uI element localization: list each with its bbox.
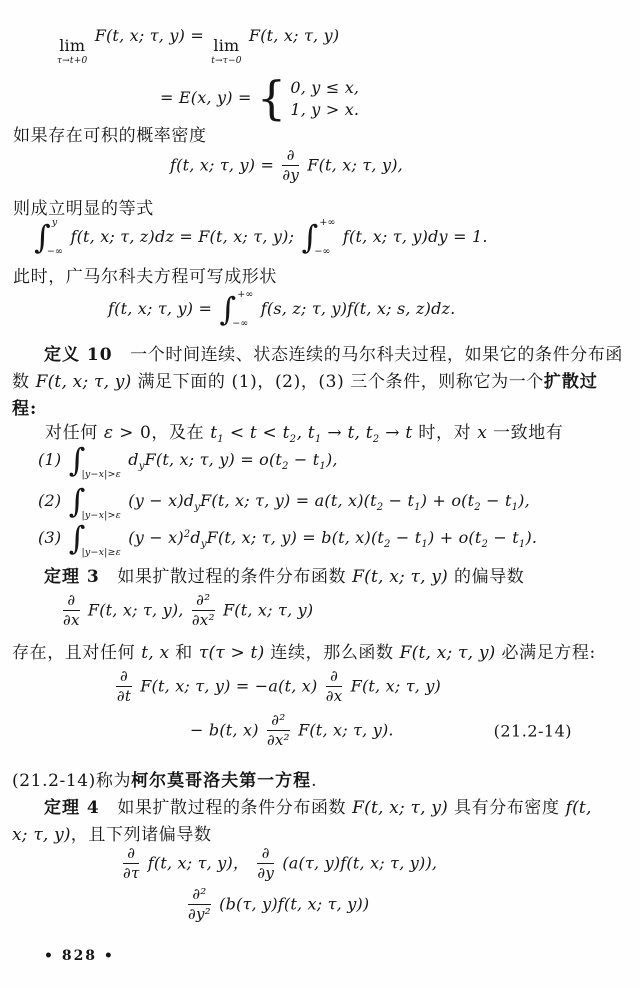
text-run: f(t, x; τ, y)， (142, 853, 255, 873)
formula-line (0, 290, 640, 328)
integral-limits (232, 289, 254, 329)
numerator: ∂² (192, 592, 215, 611)
text-line (0, 562, 640, 587)
math-inline: → t, t (321, 423, 373, 443)
text-run: F(t, x; τ, y) = o(t (144, 450, 283, 469)
text-line (0, 194, 640, 219)
text-line (0, 394, 640, 419)
text-run: ，且下列诸偏导数 (70, 825, 212, 845)
bold-text: 定义 10 (44, 345, 113, 365)
integral (301, 218, 335, 256)
text-run: (b(τ, y)f(t, x; τ, y)) (213, 894, 370, 914)
formula-line (0, 519, 640, 557)
text-run: 和 (169, 643, 199, 663)
numerator: ∂ (282, 147, 299, 166)
text-run: F(t, x; τ, y), (302, 155, 403, 175)
formula-line (0, 26, 640, 66)
formula-line (0, 441, 640, 479)
subscript: y (138, 461, 145, 472)
text-run: (y − x)d (122, 491, 195, 510)
case-row: 1, y > x. (290, 100, 360, 119)
math-inline: F(t, x; τ, y) (352, 567, 448, 587)
text-run: 满足下面的 (1)，(2)，(3) 三个条件，则称它为一个 (131, 372, 544, 392)
limit-word: lim (59, 36, 86, 55)
bold-text: 定理 4 (44, 798, 100, 818)
superscript: 2 (183, 529, 191, 540)
cases-group (256, 70, 360, 125)
numerator: ∂ (63, 592, 80, 611)
limit-under: τ→t+0 (57, 56, 88, 66)
math-inline: ε (103, 423, 114, 443)
formula-line (0, 668, 640, 706)
formula-line (0, 147, 640, 185)
text-run: f(t, x; τ, y)dy = 1. (337, 227, 488, 246)
denominator: ∂τ (123, 864, 140, 883)
equation-number: (21.2-14) (493, 721, 572, 741)
integral-limits (46, 217, 64, 257)
subscript: 2 (376, 502, 384, 513)
limit (57, 38, 87, 66)
text-run: ) + o(t (427, 528, 482, 547)
text-line (0, 262, 640, 287)
text-line (0, 793, 640, 818)
text-run: d (122, 450, 139, 469)
text-run: f(s, z; τ, y)f(t, x; s, z)dz. (255, 299, 456, 318)
denominator: ∂y² (188, 905, 211, 924)
subscript: 2 (282, 461, 289, 472)
fraction (116, 668, 132, 706)
text-line (0, 367, 640, 392)
text-run: 存在，且对任何 (12, 643, 142, 663)
bold-text: 定理 3 (44, 567, 100, 587)
text-run: F(t, x; τ, y). (292, 720, 394, 740)
text-run: − t (480, 491, 512, 510)
subscript: 2 (289, 434, 297, 445)
lower-limit: |y−x|≥ε (81, 546, 121, 558)
integral-sign: ∫ (68, 519, 86, 557)
text-run: 时，对 (412, 423, 478, 443)
text-run: (a(τ, y)f(t, x; τ, y)), (277, 853, 438, 873)
lower-limit: |y−x|>ε (81, 468, 121, 480)
text-line (0, 121, 640, 146)
text-line (0, 638, 640, 663)
math-inline: → t (379, 423, 413, 443)
integral (69, 441, 121, 479)
integral-limits (81, 482, 121, 521)
math-inline: t, x (141, 643, 170, 663)
text-run: 对任何 (45, 423, 104, 443)
text-run: 一致地有 (487, 423, 564, 443)
lower-limit: |y−x|>ε (81, 509, 121, 521)
text-run: F(t, x; τ, y) (217, 600, 314, 620)
lower-limit: −∞ (232, 317, 249, 329)
integral (69, 519, 121, 557)
text-run: 如果扩散过程的条件分布函数 (99, 798, 353, 818)
subscript: 2 (372, 434, 380, 445)
text-run: 一个时间连续、状态连续的马尔科夫过程，如果它的条件分布函 (112, 345, 623, 365)
formula-line (0, 845, 640, 883)
text-run: 具有分布密度 (448, 798, 566, 818)
integral-sign: ∫ (219, 290, 237, 328)
integral-limits (81, 519, 121, 558)
integral (34, 218, 63, 256)
text-line (0, 820, 640, 845)
math-inline: τ(τ > t) (198, 643, 265, 663)
text-run: ), (325, 450, 338, 469)
text-run: F(t, x; τ, y) = b(t, x)(t (206, 528, 385, 547)
math-inline: < t < t (224, 423, 290, 443)
brace-icon: { (256, 70, 287, 125)
subscript: 1 (217, 434, 225, 445)
text-run: 必满足方程: (495, 643, 596, 663)
subscript: 2 (474, 502, 481, 513)
formula-line (0, 482, 640, 520)
text-run: F(t, x; τ, y) = a(t, x)(t (200, 491, 377, 510)
fraction (192, 592, 215, 630)
text-run: F(t, x; τ, y) (345, 676, 441, 696)
bold-text: 柯尔莫哥洛夫第一方程 (131, 771, 312, 791)
integral-sign: ∫ (68, 482, 86, 520)
text-run: 如果扩散过程的条件分布函数 (99, 567, 353, 587)
text-run: F(t, x; τ, y) = (89, 26, 210, 45)
integral-limits (314, 217, 336, 257)
formula-line (0, 70, 640, 125)
text-run: ), (518, 491, 530, 510)
text-run: ) + o(t (420, 491, 475, 510)
fraction (123, 845, 139, 883)
text-run: 如果存在可积的概率密度 (13, 126, 207, 146)
denominator: ∂x (63, 611, 80, 630)
text-run: − t (383, 491, 415, 510)
denominator: ∂t (116, 687, 132, 706)
subscript: 1 (314, 434, 322, 445)
text-run: 的偏导数 (448, 567, 525, 587)
fraction (188, 886, 211, 924)
math-inline: , t (296, 423, 315, 443)
fraction (326, 668, 343, 706)
formula-line (0, 712, 640, 750)
fraction (267, 712, 290, 750)
text-run: − t (488, 528, 519, 547)
text-run: 数 (12, 372, 36, 392)
text-run: ). (525, 528, 538, 547)
text-run: . (311, 771, 318, 791)
text-run: (21.2-14)称为 (12, 771, 132, 791)
denominator: ∂x² (191, 611, 215, 630)
fraction (282, 147, 299, 185)
text-run: d (190, 528, 201, 547)
formula-line (0, 218, 640, 256)
math-inline: F(t, x; τ, y) (352, 798, 448, 818)
lower-limit: −∞ (46, 245, 64, 257)
numerator: ∂² (188, 886, 211, 905)
text-run: − t (390, 528, 422, 547)
subscript: 1 (511, 502, 519, 513)
subscript: 1 (414, 502, 421, 513)
text-run: f(t, x; τ, y) = (108, 299, 218, 318)
subscript: 2 (481, 539, 489, 550)
integral (219, 290, 253, 328)
subscript: 1 (518, 539, 526, 550)
text-run: F(t, x; τ, y) (243, 26, 340, 45)
text-run: − t (288, 450, 320, 469)
cases-rows (290, 78, 359, 119)
text-run: (3) (38, 528, 67, 547)
upper-limit: +∞ (319, 217, 336, 228)
lower-limit: −∞ (314, 245, 331, 257)
text-run: (y − x) (122, 528, 184, 547)
subscript: y (194, 502, 201, 513)
math-inline: F(t, x; τ, y) (35, 372, 132, 392)
text-run: F(t, x; τ, y) = −a(t, x) (134, 676, 323, 696)
upper-limit: y (51, 217, 58, 228)
text-run: (2) (38, 491, 67, 510)
text-run: = E(x, y) = (160, 88, 257, 107)
text-line (0, 766, 640, 791)
limit-under: t→τ−0 (211, 56, 242, 66)
denominator: ∂y (257, 864, 275, 883)
text-run: F(t, x; τ, y), (82, 600, 189, 620)
integral (69, 482, 121, 520)
math-inline: f(t, (565, 798, 592, 818)
subscript: 1 (421, 539, 428, 550)
denominator: ∂x² (266, 731, 290, 750)
math-inline: t (210, 423, 218, 443)
text-run: − b(t, x) (190, 720, 264, 740)
numerator: ∂ (326, 668, 343, 687)
math-inline: F(t, x; τ, y) (399, 643, 496, 663)
text-run: f(t, x; τ, z)dz = F(t, x; τ, y); (65, 227, 300, 246)
subscript: 2 (384, 539, 391, 550)
text-line (0, 340, 640, 365)
math-inline: x (477, 423, 487, 443)
integral-limits (81, 441, 121, 480)
text-run: 此时，广马尔科夫方程可写成形状 (13, 267, 277, 287)
numerator: ∂ (123, 845, 139, 864)
numerator: ∂ (116, 668, 132, 687)
denominator: ∂x (325, 687, 343, 706)
numerator: ∂ (257, 845, 274, 864)
limit-word: lim (213, 36, 240, 55)
page-number: • 828 • (44, 948, 115, 964)
math-inline: x; τ, y) (12, 825, 71, 845)
subscript: y (200, 539, 207, 550)
text-run: 连续，那么函数 (264, 643, 400, 663)
bold-text: 扩散过 (543, 372, 598, 392)
case-row: 0, y ≤ x, (290, 78, 360, 97)
bold-text: 程: (12, 399, 38, 419)
text-run: f(t, x; τ, y) = (170, 155, 280, 175)
integral-sign: ∫ (68, 441, 86, 479)
text-run: > 0，及在 (113, 423, 211, 443)
formula-line (0, 886, 640, 924)
text-run: 则成立明显的等式 (13, 199, 154, 219)
formula-line (0, 592, 640, 630)
integral-sign: ∫ (34, 218, 51, 256)
subscript: 1 (319, 461, 326, 472)
denominator: ∂y (282, 166, 299, 185)
text-run: (1) (38, 450, 67, 469)
limit (211, 38, 241, 66)
fraction (257, 845, 274, 883)
integral-sign: ∫ (301, 218, 319, 256)
fraction (63, 592, 80, 630)
numerator: ∂² (267, 712, 290, 731)
upper-limit: +∞ (237, 289, 254, 300)
